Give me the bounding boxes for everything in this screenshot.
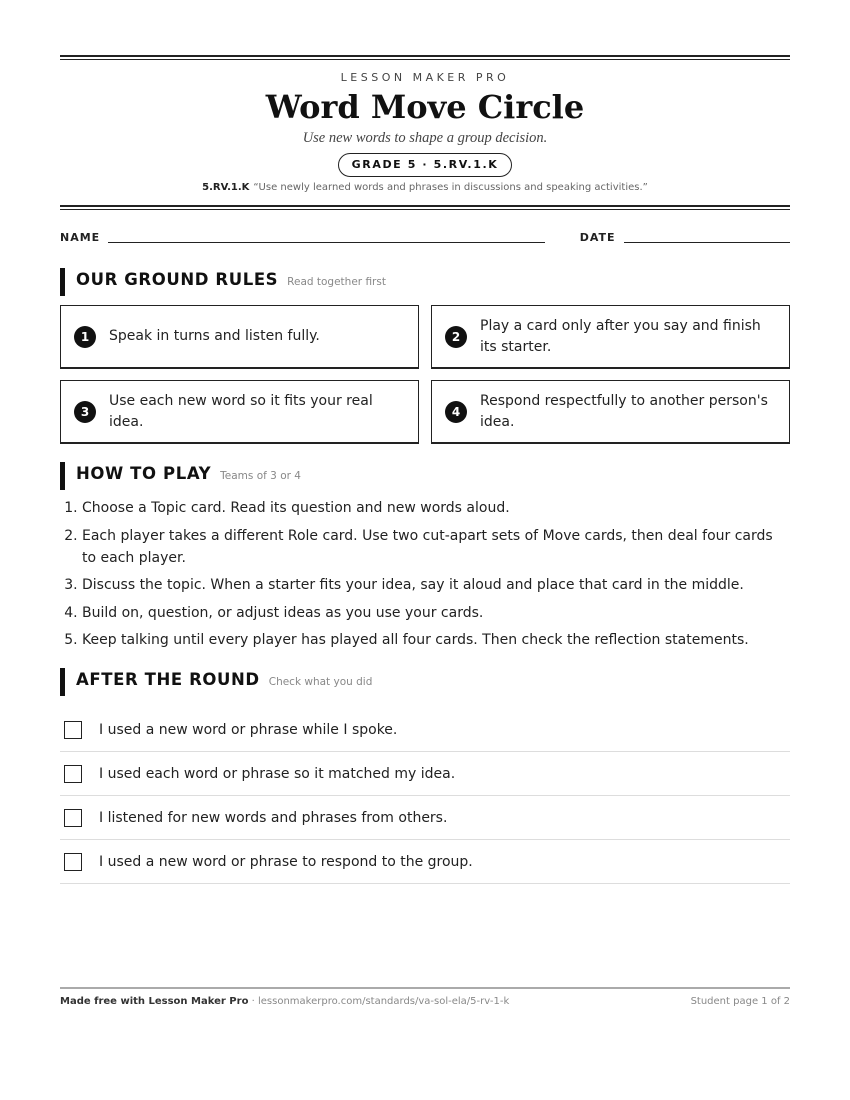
- section-title: HOW TO PLAY: [76, 464, 212, 483]
- brand-name: LESSON MAKER PRO: [340, 71, 510, 84]
- page-subtitle: Use new words to shape a group decision.: [302, 130, 548, 146]
- rule-number-badge: 4: [445, 401, 467, 423]
- name-label: NAME: [60, 231, 101, 244]
- rule-number-badge: 2: [445, 326, 467, 348]
- name-date-row: [60, 228, 790, 244]
- checklist-text: I listened for new words and phrases from others.: [99, 809, 448, 826]
- checkbox[interactable]: [64, 721, 82, 739]
- step-item: 1. Choose a Topic card. Read its question and new words aloud.: [82, 497, 790, 519]
- page-footer: [60, 987, 790, 1007]
- how-to-play-heading: [60, 462, 790, 490]
- rule-number-badge: 3: [74, 401, 96, 423]
- footer-credit: [60, 996, 509, 1007]
- standard-code: 5.RV.1.K: [202, 182, 250, 193]
- header-rule: [60, 205, 790, 210]
- step-item: 2. Each player takes a different Role card. Use two cut-apart sets of Move cards, then deal four cards to each player.: [82, 525, 790, 569]
- date-field[interactable]: [624, 242, 790, 243]
- section-note: Check what you did: [268, 676, 373, 688]
- section-note: Read together first: [287, 276, 386, 288]
- worksheet-page: [60, 55, 790, 884]
- section-bar: [60, 462, 65, 490]
- checklist-item: [60, 708, 790, 752]
- footer-made-with: Made free with Lesson Maker Pro: [60, 996, 249, 1007]
- rule-text: Play a card only after you say and finish its starter.: [480, 317, 761, 355]
- step-item: 4. Build on, question, or adjust ideas as you use your cards.: [82, 602, 790, 624]
- page-title: Word Move Circle: [265, 88, 585, 126]
- section-note: Teams of 3 or 4: [220, 470, 301, 482]
- ground-rules-heading: [60, 268, 790, 296]
- checklist-text: I used a new word or phrase to respond to the group.: [99, 853, 473, 870]
- after-round-heading: [60, 668, 790, 696]
- reflection-checklist: [60, 708, 790, 884]
- step-item: 5. Keep talking until every player has played all four cards. Then check the reflection statements.: [82, 629, 790, 651]
- date-label: DATE: [579, 231, 616, 244]
- section-bar: [60, 268, 65, 296]
- footer-url[interactable]: lessonmakerpro.com/standards/va-sol-ela/5-rv-1-k: [257, 996, 510, 1007]
- grade-badge: GRADE 5 · 5.RV.1.K: [338, 153, 513, 177]
- checklist-item: [60, 796, 790, 840]
- rule-text: Use each new word so it fits your real idea.: [109, 392, 373, 430]
- section-bar: [60, 668, 65, 696]
- rule-card: [431, 305, 790, 369]
- section-title: OUR GROUND RULES: [76, 270, 279, 289]
- checklist-text: I used a new word or phrase while I spoke.: [99, 721, 398, 738]
- standard-text: “Use newly learned words and phrases in discussions and speaking activities.”: [253, 182, 648, 193]
- checklist-item: [60, 752, 790, 796]
- rule-text: Speak in turns and listen fully.: [109, 328, 320, 344]
- rule-card: [431, 380, 790, 444]
- name-field[interactable]: [108, 242, 545, 243]
- checkbox[interactable]: [64, 853, 82, 871]
- rule-card: [60, 380, 419, 444]
- checkbox[interactable]: [64, 809, 82, 827]
- how-to-play-steps: [60, 497, 790, 651]
- rule-card: [60, 305, 419, 369]
- footer-page-number: Student page 1 of 2: [690, 996, 790, 1007]
- section-title: AFTER THE ROUND: [76, 670, 260, 689]
- ground-rules-grid: [60, 305, 790, 444]
- footer-separator: ·: [248, 996, 258, 1007]
- checklist-item: [60, 840, 790, 884]
- worksheet-header: [60, 60, 790, 195]
- checkbox[interactable]: [64, 765, 82, 783]
- standard-line: [60, 181, 790, 195]
- rule-number-badge: 1: [74, 326, 96, 348]
- checklist-text: I used each word or phrase so it matched my idea.: [99, 765, 456, 782]
- step-item: 3. Discuss the topic. When a starter fits your idea, say it aloud and place that card in the middle.: [82, 574, 790, 596]
- rule-text: Respond respectfully to another person's idea.: [480, 392, 768, 430]
